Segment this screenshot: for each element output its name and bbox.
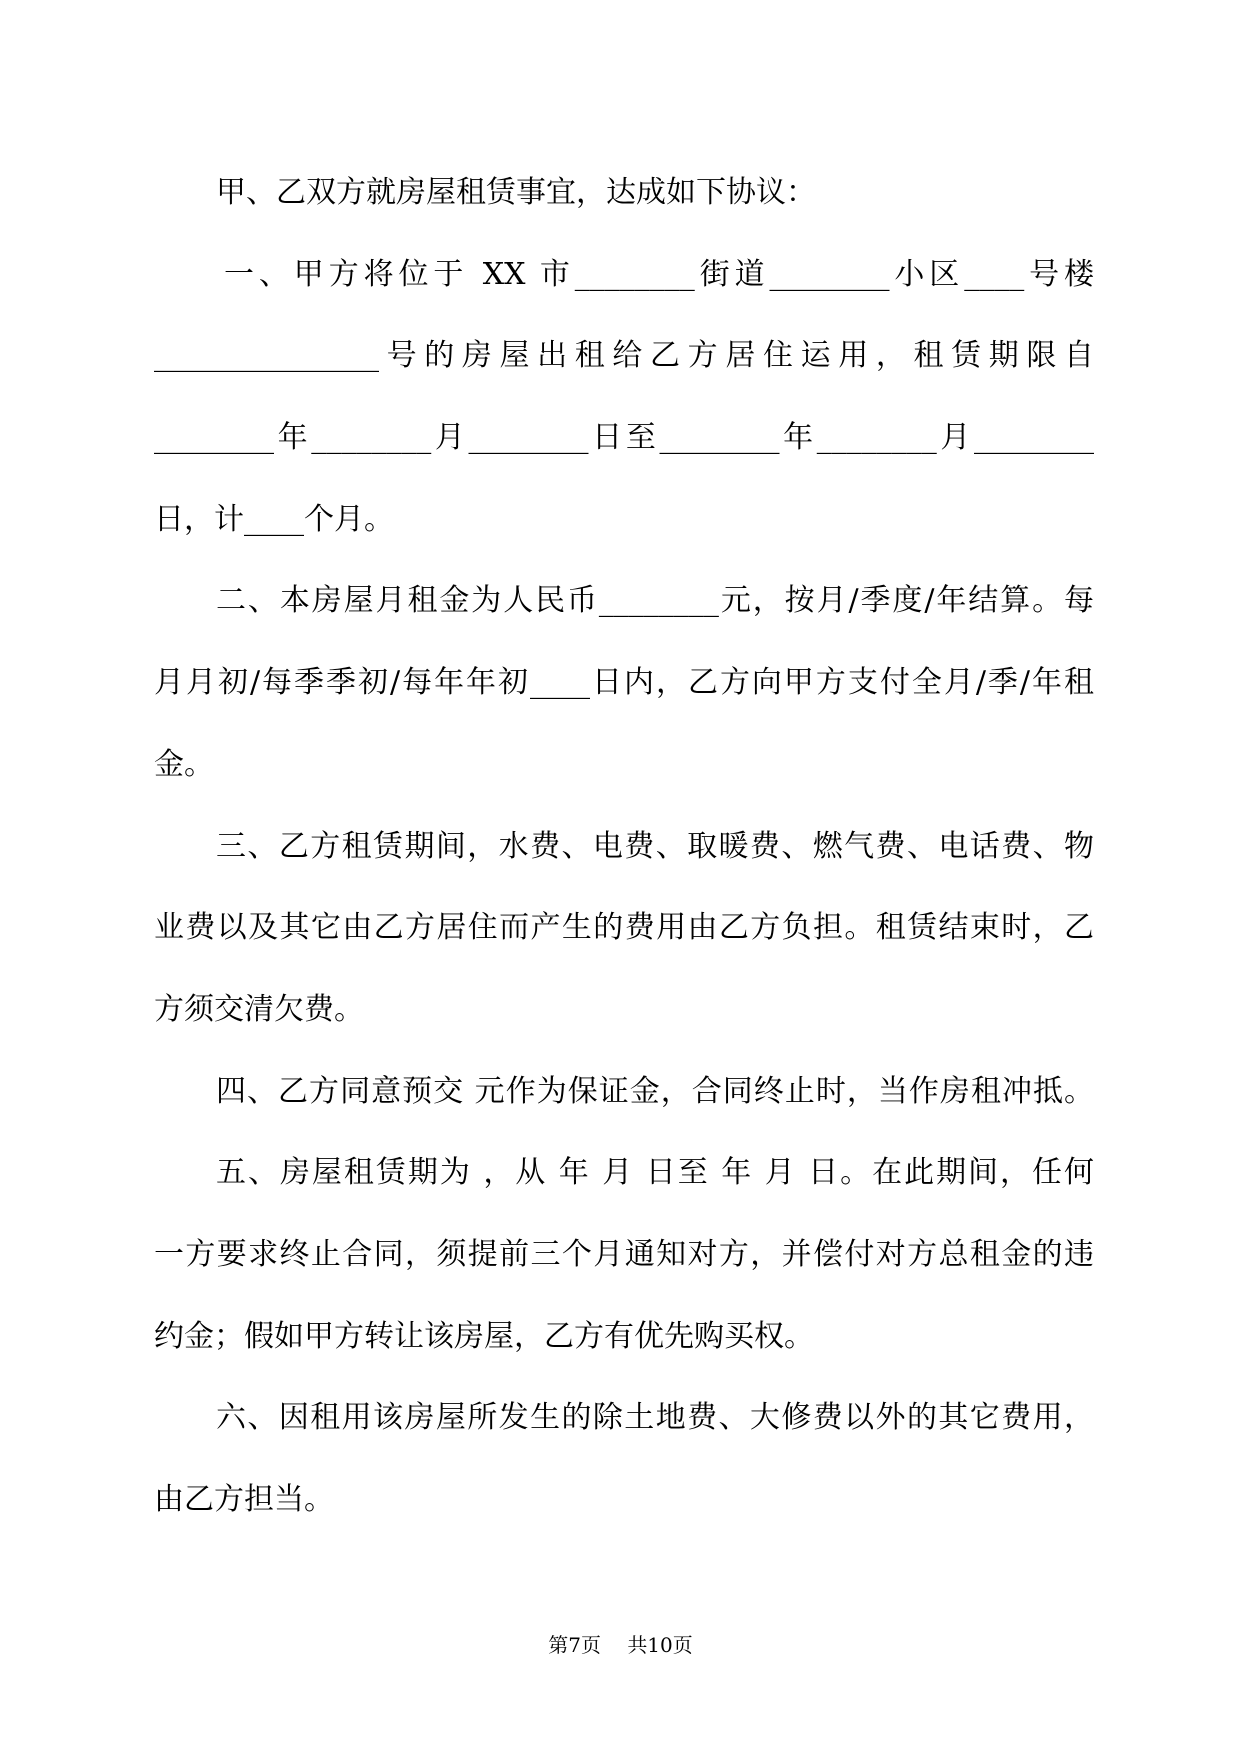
clause-line: 业费以及其它由乙方居住而产生的费用由乙方负担。租赁结束时，乙: [154, 910, 1094, 946]
clause-line: ________年________月________日至________年________月________: [154, 420, 1094, 456]
clause-line: 由乙方担当。: [154, 1482, 334, 1517]
intro-line: 甲、乙双方就房屋租赁事宜，达成如下协议：: [216, 175, 816, 210]
clause-6: [154, 1377, 1094, 1540]
agreement-body: [154, 152, 1094, 1541]
clause-line: 二、本房屋月租金为人民币________元，按月/季度/年结算。每: [216, 583, 1094, 619]
clause-line: _______________号的房屋出租给乙方居住运用，租赁期限自: [154, 338, 1094, 374]
total-pages: 共10页: [627, 1633, 693, 1657]
clause-line: 日，计____个月。: [154, 501, 394, 537]
clause-line: 六、因租用该房屋所发生的除土地费、大修费以外的其它费用，: [216, 1400, 1094, 1436]
current-page-number: 第7页: [548, 1633, 601, 1657]
clause-line: 月月初/每季季初/每年年初____日内，乙方向甲方支付全月/季/年租: [154, 665, 1094, 701]
clause-4: [154, 1051, 1094, 1133]
clause-line: 四、乙方同意预交 元作为保证金，合同终止时，当作房租冲抵。: [216, 1073, 1094, 1109]
page-footer: [0, 1633, 1241, 1657]
clause-line: 约金；假如甲方转让该房屋，乙方有优先购买权。: [154, 1318, 814, 1354]
clause-line: 五、房屋租赁期为 ，从 年 月 日至 年 月 日。在此期间，任何: [216, 1155, 1094, 1191]
clause-1: [154, 234, 1094, 561]
clause-3: [154, 806, 1094, 1051]
clause-line: 金。: [154, 746, 214, 782]
clause-line: 方须交清欠费。: [154, 991, 364, 1027]
clause-5: [154, 1132, 1094, 1377]
clause-line: 一、甲方将位于 XX 市________街道________小区____号楼: [224, 256, 1094, 292]
clause-line: 三、乙方租赁期间，水费、电费、取暖费、燃气费、电话费、物: [216, 828, 1094, 864]
clause-line: 一方要求终止合同，须提前三个月通知对方，并偿付对方总租金的违: [154, 1236, 1094, 1272]
clause-2: [154, 560, 1094, 805]
